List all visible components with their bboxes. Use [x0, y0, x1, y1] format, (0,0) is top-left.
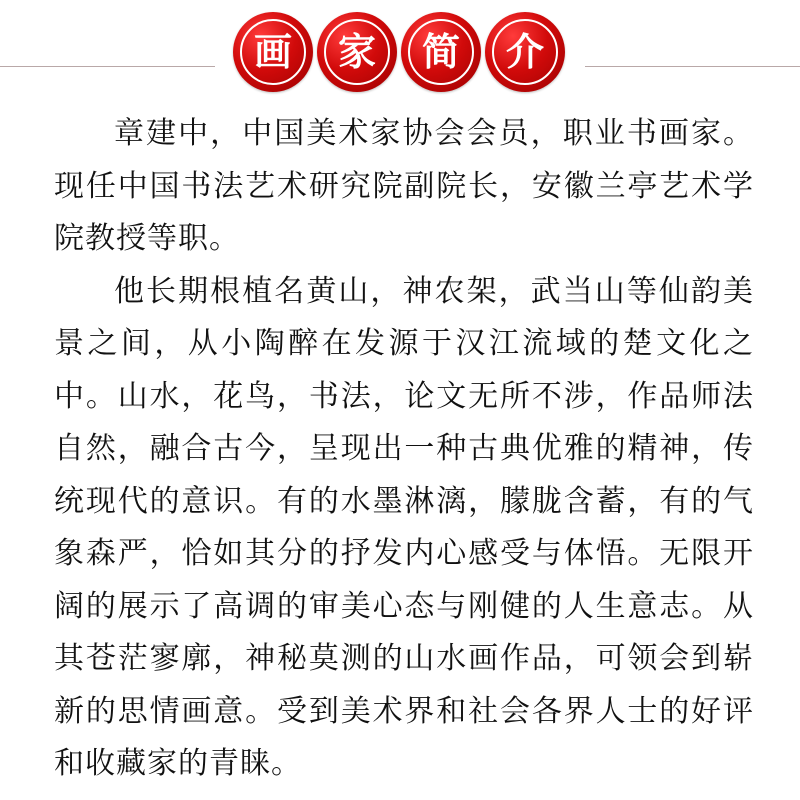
- right-divider-line: [585, 66, 800, 67]
- title-badge: [317, 12, 397, 92]
- title-badges: [233, 12, 567, 92]
- title-character: 简: [421, 30, 460, 74]
- title-character: 画: [253, 30, 292, 74]
- title-badge: [233, 12, 313, 92]
- title-character: 介: [505, 30, 544, 74]
- biography-paragraph: 章建中，中国美术家协会会员，职业书画家。现任中国书法艺术研究院副院长，安徽兰亭艺术学院教授等职。: [54, 116, 754, 256]
- left-divider-line: [0, 66, 215, 67]
- badge-ring: [408, 19, 474, 85]
- badge-ring: [492, 19, 558, 85]
- biography-paragraph: 他长期根植名黄山，神农架，武当山等仙韵美景之间，从小陶醉在发源于汉江流域的楚文化之中。山水，花鸟，书法，论文无所不涉，作品师法自然，融合古今，呈现出一种古典优雅的精神，传统现代的意识。有的水墨淋漓，朦胧含蓄，有的气象森严，恰如其分的抒发内心感受与体悟。无限开阔的展示了高调的审美心态与刚健的人生意志。从其苍茫寥廓，神秘莫测的山水画作品，可领会到崭新的思情画意。受到美术界和社会各界人士的好评和收藏家的青睐。: [54, 273, 754, 781]
- biography-text: [54, 108, 754, 791]
- title-badge: [485, 12, 565, 92]
- title-character: 家: [337, 30, 376, 74]
- badge-ring: [324, 19, 390, 85]
- badge-ring: [240, 19, 306, 85]
- title-banner: [0, 12, 800, 92]
- title-badge: [401, 12, 481, 92]
